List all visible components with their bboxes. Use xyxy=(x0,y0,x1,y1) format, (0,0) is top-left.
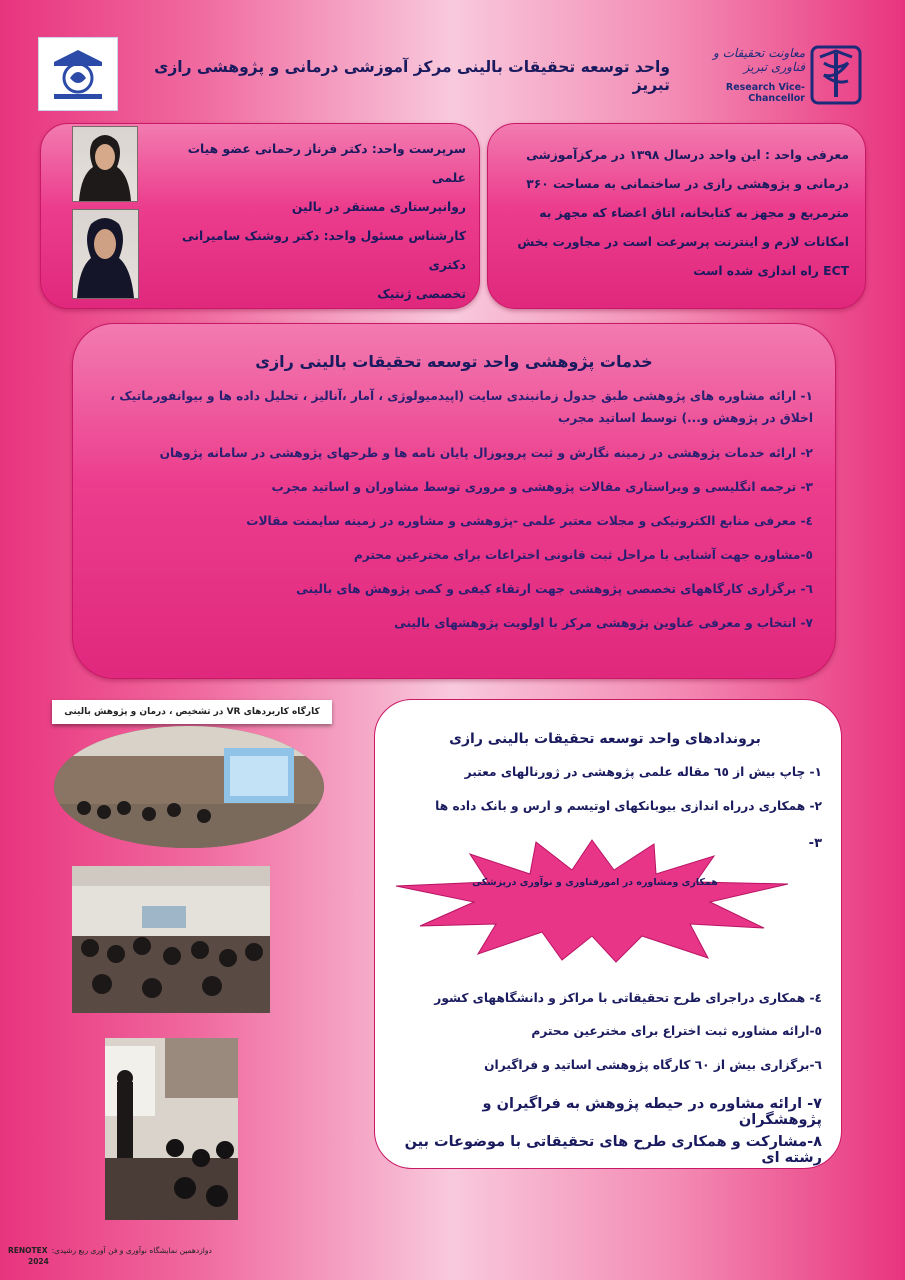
outputs-title: بروندادهای واحد توسعه تحقیقات بالینی رازی xyxy=(449,731,761,747)
staff-text xyxy=(150,135,466,309)
service-item-1: ۱- ارائه مشاوره های پژوهشی طبق جدول زمانبندی سایت (اپیدمیولوژی ، آمار ،آنالیز ، تحلیل داده ها و بیوانفورماتیک ، اخلاق در پژوهش و...) توسط اساتید مجرب xyxy=(110,389,813,425)
footer-year: 2024 xyxy=(28,1257,49,1266)
expert-line-2: تخصصی ژنتیک xyxy=(377,287,466,301)
output-item-4: ٤- همکاری دراجرای طرح تحقیقاتی با مراکز و دانشگاههای کشور xyxy=(434,991,822,1005)
workshop-caption: کارگاه کاربردهای VR در تشخیص ، درمان و پژوهش بالینی xyxy=(52,700,332,724)
workshop-photo-3 xyxy=(105,1038,238,1220)
service-item-2: ۲- ارائه خدمات پژوهشی در زمینه نگارش و ثبت پروپوزال پایان نامه ها و طرحهای پژوهشی در سامانه پژوهان xyxy=(159,446,813,460)
brand-persian-name: معاونت تحقیقات و فناوری تبریز xyxy=(712,46,805,74)
output-item-5: ٥-ارائه مشاوره ثبت اختراع برای مخترعین محترم xyxy=(531,1024,822,1038)
research-vice-chancellor-logo xyxy=(810,45,862,105)
output-item-3-number: ۳- xyxy=(808,836,822,851)
intro-box xyxy=(487,123,866,309)
burst-text: همکاری ومشاوره در امورفناوری و نوآوری درپزشکی xyxy=(472,877,718,888)
university-logo xyxy=(38,37,118,111)
service-item-7: ۷- انتخاب و معرفی عناوین پژوهشی مرکز با اولویت پژوهشهای بالینی xyxy=(394,616,813,630)
university-logo-icon xyxy=(46,44,110,104)
footer xyxy=(8,1246,328,1266)
footer-renotex: RENOTEX xyxy=(8,1246,48,1255)
expert-line-1: کارشناس مسئول واحد: دکتر روشنک سامیرانی دکتری xyxy=(181,229,466,272)
workshop-photo-2 xyxy=(72,866,270,1013)
supervisor-line-2: روانپرستاری مستقر در بالین xyxy=(291,200,466,214)
service-item-6: ٦- برگزاری کارگاههای تخصصی پژوهشی جهت ارتقاء کیفی و کمی پژوهش های بالینی xyxy=(296,582,813,596)
intro-text: معرفی واحد : این واحد درسال ۱۳۹۸ در مرکزآموزشی درمانی و پژوهشی رازی در ساختمانی به مساحت ۳۶۰ مترمربع و مجهز به کتابخانه، اتاق اعضاء که مجهز به امکانات لازم و اینترنت پرسرعت است در مجاورت بخش ECT راه اندازی شده است xyxy=(517,148,849,278)
brand-text-block xyxy=(690,46,805,104)
page-title: واحد توسعه تحقیقات بالینی مرکز آموزشی درمانی و پژوهشی رازی تبریز xyxy=(154,58,670,94)
expert-photo xyxy=(72,209,139,299)
services-title: خدمات پژوهشی واحد توسعه تحقیقات بالینی رازی xyxy=(255,352,653,371)
supervisor-line-1: سرپرست واحد: دکتر فرناز رحمانی عضو هیات علمی xyxy=(187,142,466,185)
service-item-3: ۳- ترجمه انگلیسی و ویراستاری مقالات پژوهشی و مروری توسط مشاوران و اساتید مجرب xyxy=(271,480,813,494)
services-box xyxy=(72,323,836,679)
output-item-6: ٦-برگزاری بیش از ٦٠ کارگاه پژوهشی اساتید و فراگیران xyxy=(484,1058,822,1072)
services-list xyxy=(95,385,813,634)
output-item-8: ۸-مشارکت و همکاری طرح های تحقیقاتی با موضوعات بین رشته ای xyxy=(404,1134,822,1166)
footer-line-1 xyxy=(8,1246,328,1255)
output-item-1: ۱- چاپ بیش از ٦٥ مقاله علمی پژوهشی در ژورنالهای معتبر xyxy=(464,765,822,779)
caduceus-icon xyxy=(810,45,862,105)
service-item-5: ٥-مشاوره جهت آشنایی با مراحل ثبت قانونی اختراعات برای مخترعین محترم xyxy=(353,548,813,562)
output-item-7: ۷- ارائه مشاوره در حیطه پژوهش به فراگیران و پژوهشگران xyxy=(482,1096,822,1128)
footer-exhibition-name: دوازدهمین نمایشگاه نوآوری و فن آوری ربع رشیدی: xyxy=(51,1246,212,1255)
supervisor-photo xyxy=(72,126,138,202)
brand-english-name: Research Vice-Chancellor xyxy=(725,82,805,104)
output-item-2: ۲- همکاری درراه اندازی بیوبانکهای اوتیسم و ارس و بانک داده ها xyxy=(435,799,822,813)
workshop-photo-1 xyxy=(54,726,324,848)
service-item-4: ٤- معرفی منابع الکترونیکی و مجلات معتبر علمی -پژوهشی و مشاوره در زمینه سایمنت مقالات xyxy=(246,514,813,528)
burst-star-shape xyxy=(392,836,792,966)
